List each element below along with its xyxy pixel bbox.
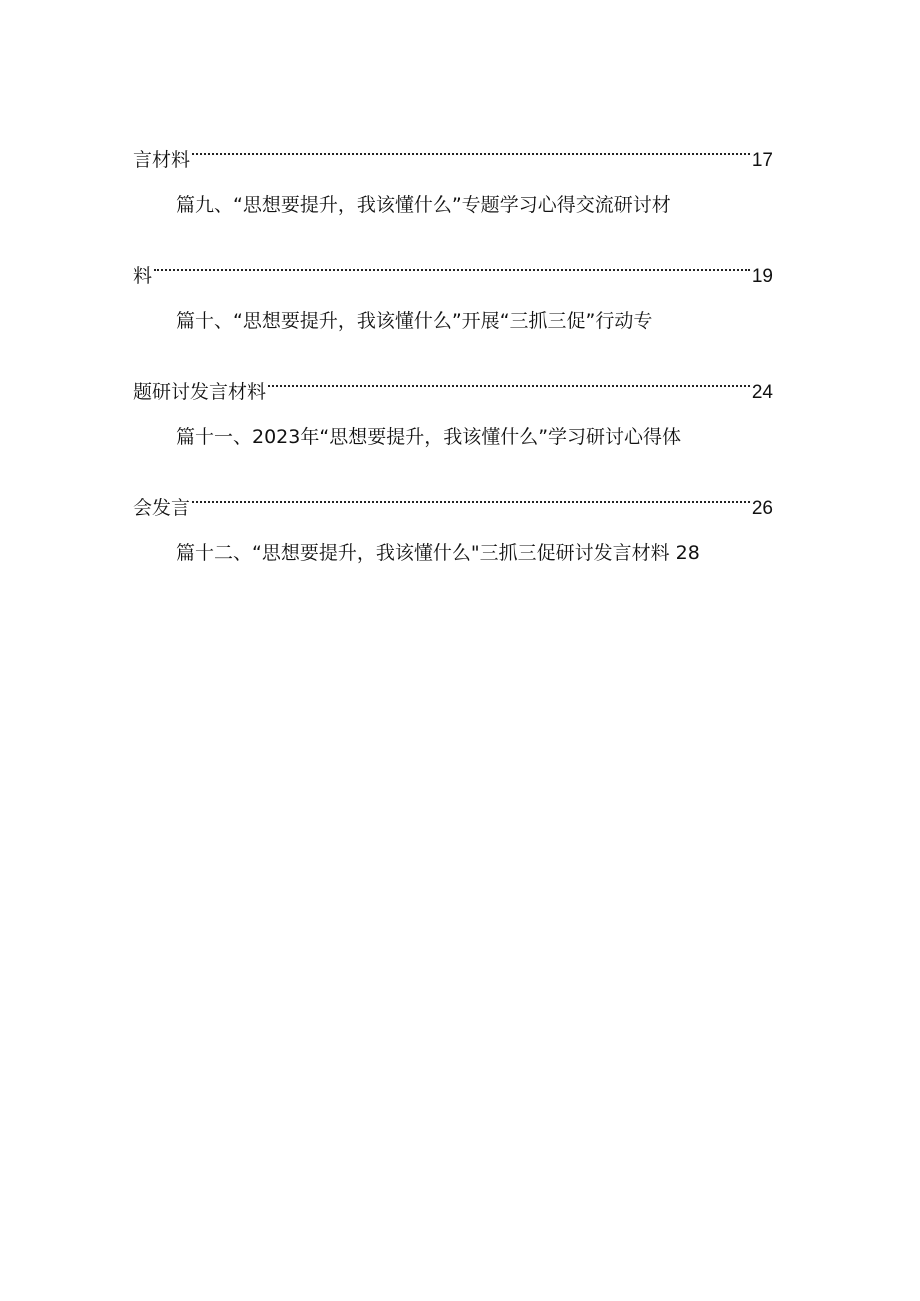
toc-entry-text: 言材料: [133, 149, 191, 171]
toc-entry-text: 篇十一、2023年“思想要提升，我该懂什么”学习研讨心得体: [176, 426, 682, 448]
toc-entry-text: 题研讨发言材料: [133, 381, 267, 403]
dot-leader: [192, 476, 750, 514]
toc-entry-leader[interactable]: [133, 360, 773, 403]
dot-leader: [192, 128, 750, 166]
toc-entry-leader[interactable]: [133, 244, 773, 287]
toc-page-number: 19: [751, 266, 773, 287]
toc-entry-heading[interactable]: [133, 302, 773, 340]
toc-entry-text: 篇十、“思想要提升，我该懂什么”开展“三抓三促”行动专: [176, 310, 653, 332]
toc-entry-leader[interactable]: [133, 128, 773, 171]
toc-entry-leader[interactable]: [133, 476, 773, 519]
table-of-contents: [133, 128, 773, 592]
toc-entry-heading[interactable]: [133, 418, 773, 456]
toc-page-number: 24: [751, 382, 773, 403]
dot-leader: [154, 244, 750, 282]
dot-leader: [268, 360, 750, 398]
toc-page-number: 17: [751, 150, 773, 171]
toc-entry-text: 篇十二、“思想要提升，我该懂什么"三抓三促研讨发言材料 28: [176, 542, 700, 564]
toc-entry-heading[interactable]: [133, 186, 773, 224]
toc-entry-heading[interactable]: [133, 534, 773, 572]
toc-entry-text: 篇九、“思想要提升，我该懂什么”专题学习心得交流研讨材: [176, 194, 671, 216]
toc-entry-text: 料: [133, 265, 153, 287]
toc-entry-text: 会发言: [133, 497, 191, 519]
toc-page-number: 26: [751, 498, 773, 519]
